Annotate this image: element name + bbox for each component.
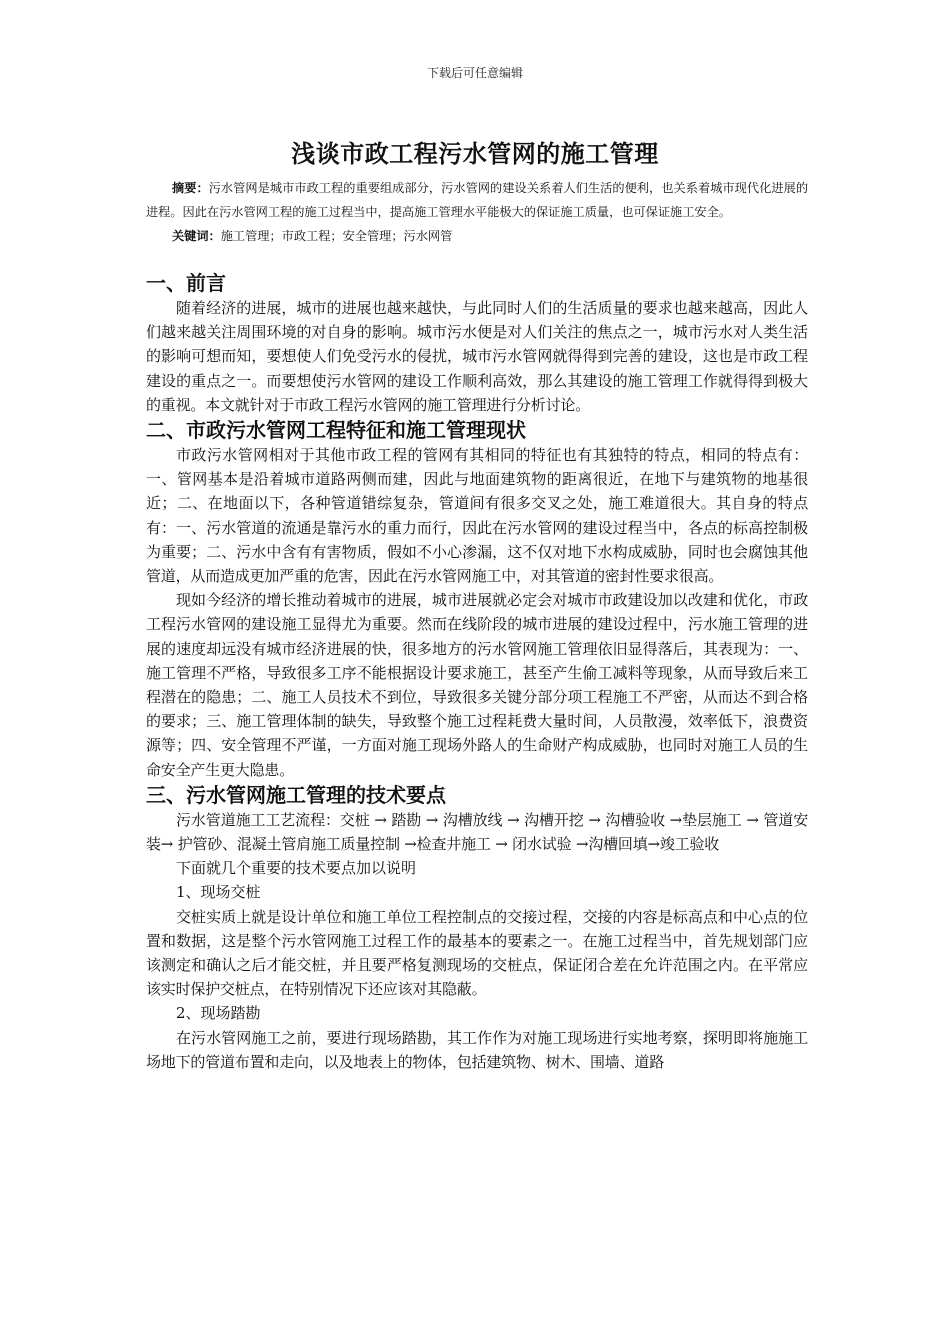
section-heading-3: 三、污水管网施工管理的技术要点 <box>146 782 446 807</box>
section-3-process-flow: 污水管道施工工艺流程：交桩 → 踏勘 → 沟槽放线 → 沟槽开挖 → 沟槽验收 →垫层施工 → 管道安装→ 护管砂、混凝土管肩施工质量控制 →检查井施工 → 闭水试验 →沟槽回填→竣工验收 <box>146 810 808 854</box>
section-heading-1: 一、前言 <box>146 271 226 295</box>
keywords <box>146 224 808 248</box>
section-heading-2: 二、市政污水管网工程特征和施工管理现状 <box>146 418 526 443</box>
section-1-paragraph-1: 随着经济的进展，城市的进展也越来越快，与此同时人们的生活质量的要求也越来越高，因此人们越来越关注周围环境的对自身的影响。城市污水便是对人们关注的焦点之一，城市污水对人类生活的影响可想而知，要想使人们免受污水的侵扰，城市污水管网就得得到完善的建设，这也是市政工程建设的重点之一。而要想使污水管网的建设工作顺利高效，那么其建设的施工管理工作就得得到极大的重视。本文就针对于市政工程污水管网的施工管理进行分析讨论。 <box>146 299 808 414</box>
document-body <box>146 176 808 1074</box>
keywords-label: 关键词： <box>172 229 221 243</box>
subsection-heading-2: 2、现场踏勘 <box>176 1004 261 1023</box>
abstract <box>146 176 808 224</box>
section-3-intro: 下面就几个重要的技术要点加以说明 <box>176 859 417 878</box>
section-2-paragraph-2: 现如今经济的增长推动着城市的进展，城市进展就必定会对城市市政建设加以改建和优化，市政工程污水管网的建设施工显得尤为重要。然而在线阶段的城市进展的建设过程中，污水施工管理的进展的速度却远没有城市经济进展的快，很多地方的污水管网施工管理依旧显得落后，其表现为：一、施工管理不严格，导致很多工序不能根据设计要求施工，甚至产生偷工减料等现象，从而导致后来工程潜在的隐患；二、施工人员技术不到位，导致很多关键分部分项工程施工不严密，从而达不到合格的要求；三、施工管理体制的缺失，导致整个施工过程耗费大量时间，人员散漫，效率低下，浪费资源等；四、安全管理不严谨，一方面对施工现场外路人的生命财产构成威胁，也同时对施工人员的生命安全产生更大隐患。 <box>146 591 808 779</box>
abstract-label: 摘要： <box>172 181 209 195</box>
document-title: 浅谈市政工程污水管网的施工管理 <box>291 140 659 168</box>
header-note: 下载后可任意编辑 <box>426 66 523 80</box>
keywords-text: 施工管理；市政工程；安全管理；污水网管 <box>220 229 453 243</box>
subsection-2-text: 在污水管网施工之前，要进行现场踏勘，其工作作为对施工现场进行实地考察，探明即将施施工场地下的管道布置和走向，以及地表上的物体，包括建筑物、树木、围墙、道路 <box>146 1028 808 1071</box>
section-2-paragraph-1: 市政污水管网相对于其他市政工程的管网有其相同的特征也有其独特的特点，相同的特点有：一、管网基本是沿着城市道路两侧而建，因此与地面建筑物的距离很近，在地下与建筑物的地基很近；二、在地面以下，各种管道错综复杂，管道间有很多交叉之处，施工难道很大。其自身的特点有：一、污水管道的流通是靠污水的重力而行，因此在污水管网的建设过程当中，各点的标高控制极为重要；二、污水中含有有害物质，假如不小心渗漏，这不仅对地下水构成威胁，同时也会腐蚀其他管道，从而造成更加严重的危害，因此在污水管网施工中，对其管道的密封性要求很高。 <box>146 446 808 586</box>
subsection-heading-1: 1、现场交桩 <box>176 883 261 902</box>
abstract-text: 污水管网是城市市政工程的重要组成部分，污水管网的建设关系着人们生活的便利，也关系着城市现代化进展的进程。因此在污水管网工程的施工过程当中，提高施工管理水平能极大的保证施工质量，也可保证施工安全。 <box>146 181 809 219</box>
subsection-1-text: 交桩实质上就是设计单位和施工单位工程控制点的交接过程，交接的内容是标高点和中心点的位置和数据，这是整个污水管网施工过程工作的最基本的要素之一。在施工过程当中，首先规划部门应该测定和确认之后才能交桩，并且要严格复测现场的交桩点，保证闭合差在允许范围之内。在平常应该实时保护交桩点，在特别情况下还应该对其隐蔽。 <box>146 907 808 999</box>
